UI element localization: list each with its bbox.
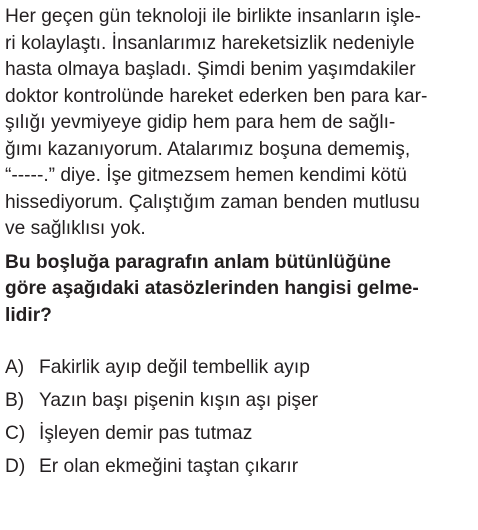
option-b[interactable]: [5, 384, 473, 417]
option-letter: D): [5, 456, 26, 477]
question-line: Bu boşluğa paragrafın anlam bütünlüğüne: [5, 251, 391, 273]
passage-paragraph: [5, 0, 473, 243]
passage-line: hasta olmaya başladı. Şimdi benim yaşımdakiler: [5, 59, 416, 80]
passage-line: hissediyorum. Çalıştığım zaman benden mutlusu: [5, 191, 420, 213]
passage-line: ri kolaylaştı. İnsanlarımız hareketsizlik nedeniyle: [5, 32, 415, 54]
option-text: Fakirlik ayıp değil tembellik ayıp: [39, 357, 310, 378]
question-line: göre aşağıdaki atasözlerinden hangisi gelme-: [5, 278, 419, 299]
question-line: lidir?: [5, 304, 52, 326]
option-text: Er olan ekmeğini taştan çıkarır: [39, 456, 299, 477]
option-letter: C): [5, 423, 26, 444]
option-letter: A): [5, 357, 25, 378]
option-text: İşleyen demir pas tutmaz: [39, 423, 253, 444]
passage-line: ğımı kazanıyorum. Atalarımız boşuna dememiş,: [5, 138, 411, 160]
question-page: [5, 0, 473, 483]
option-c[interactable]: [5, 417, 473, 450]
option-letter: B): [5, 390, 25, 411]
option-text: Yazın başı pişenin kışın aşı pişer: [39, 390, 319, 411]
passage-line: doktor kontrolünde hareket ederken ben para kar-: [5, 85, 428, 107]
option-a[interactable]: [5, 351, 473, 384]
passage-line: ve sağlıklısı yok.: [5, 218, 146, 239]
option-d[interactable]: [5, 450, 473, 483]
answer-options: [5, 351, 473, 483]
question-stem: [5, 250, 473, 330]
passage-line: şılığı yevmiyeye gidip hem para hem de sağlı-: [5, 112, 396, 133]
passage-line: Her geçen gün teknoloji ile birlikte insanların işle-: [5, 6, 421, 27]
passage-line: “-----.” diye. İşe gitmezsem hemen kendimi kötü: [5, 165, 407, 186]
